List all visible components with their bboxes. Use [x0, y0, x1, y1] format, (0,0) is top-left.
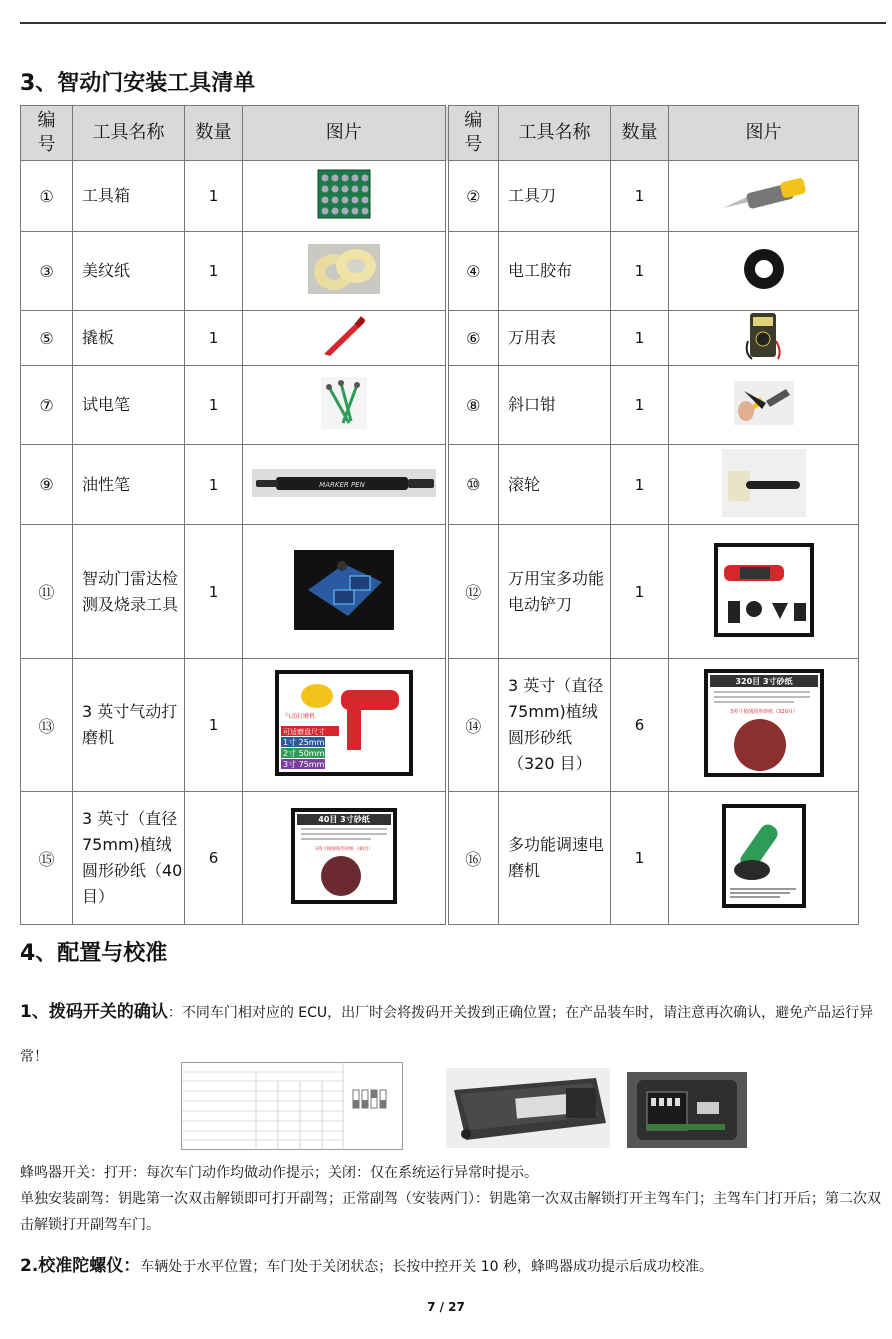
- tool-number: ⑥: [447, 311, 499, 366]
- tool-picture: [243, 659, 447, 792]
- sandpaper-40-icon: [291, 808, 397, 904]
- tool-quantity: 1: [185, 445, 243, 525]
- ecu-module-image: [446, 1068, 610, 1148]
- masking-tape-icon: [308, 244, 380, 294]
- header-cell: 数量: [611, 106, 669, 161]
- air-sander-size-3: 3寸 75mm: [282, 760, 325, 769]
- sandpaper-320-subtitle: 3英寸植绒圆形砂纸（320目）: [729, 709, 798, 715]
- marker-label: MARKER PEN: [318, 480, 365, 489]
- tool-picture: [669, 525, 859, 659]
- tool-number: ⑮: [21, 792, 73, 925]
- header-cell: 工具名称: [73, 106, 185, 161]
- page-number: 7 / 27: [427, 1300, 465, 1314]
- tool-name: 工具箱: [73, 161, 185, 232]
- air-sander-size-title: 可适磨盘尺寸: [282, 728, 325, 736]
- tool-number: ⑨: [21, 445, 73, 525]
- tool-picture: [669, 659, 859, 792]
- tool-name: 3 英寸（直径 75mm)植绒圆形砂纸（40 目）: [73, 792, 185, 925]
- table-row: [21, 525, 859, 659]
- tool-name: 撬板: [73, 311, 185, 366]
- tool-number: ⑪: [21, 525, 73, 659]
- tool-name: 美纹纸: [73, 232, 185, 311]
- tool-picture: [243, 311, 447, 366]
- toolbox-icon: [316, 166, 372, 222]
- electrical-tape-icon: [742, 247, 786, 291]
- tool-number: ③: [21, 232, 73, 311]
- header-cell: 图片: [669, 106, 859, 161]
- test-pen-icon: [321, 377, 367, 429]
- tool-name: 智动门雷达检测及烧录工具: [73, 525, 185, 659]
- tool-name: 万用表: [499, 311, 611, 366]
- tool-name: 多功能调速电磨机: [499, 792, 611, 925]
- header-cell: 图片: [243, 106, 447, 161]
- table-row: [21, 161, 859, 232]
- section4-title: 4、配置与校准: [20, 941, 168, 966]
- sandpaper-320-icon: [704, 669, 824, 777]
- dip-switch-closeup-image: [627, 1072, 747, 1148]
- tool-quantity: 1: [185, 659, 243, 792]
- tool-picture: [243, 792, 447, 925]
- header-cell: 工具名称: [499, 106, 611, 161]
- sandpaper-320-title: 320目 3寸砂纸: [734, 677, 793, 686]
- sandpaper-40-subtitle: 3英寸植绒圆形砂纸（40目）: [314, 847, 373, 852]
- tool-picture: [669, 366, 859, 445]
- tool-number: ⑧: [447, 366, 499, 445]
- top-rule: [20, 22, 886, 24]
- tool-quantity: 1: [611, 792, 669, 925]
- tool-name: 试电笔: [73, 366, 185, 445]
- pliers-icon: [734, 381, 794, 425]
- tool-number: ⑯: [447, 792, 499, 925]
- tool-quantity: 1: [611, 161, 669, 232]
- dip-switch-table-image: [181, 1062, 403, 1150]
- sandpaper-40-title: 40目 3寸砂纸: [318, 815, 370, 824]
- tool-picture: [243, 232, 447, 311]
- tool-name: 3 英寸气动打磨机: [73, 659, 185, 792]
- tool-picture: [669, 232, 859, 311]
- tool-name: 滚轮: [499, 445, 611, 525]
- tool-quantity: 6: [185, 792, 243, 925]
- tool-quantity: 6: [611, 659, 669, 792]
- buzzer-paragraph: 蜂鸣器开关：打开：每次车门动作均做动作提示；关闭：仅在系统运行异常时提示。: [20, 1165, 538, 1181]
- marker-icon: [252, 469, 436, 497]
- tool-number: ④: [447, 232, 499, 311]
- air-sander-icon: [275, 670, 413, 776]
- tool-picture: [243, 161, 447, 232]
- air-sander-label: 气动打磨机: [284, 713, 315, 720]
- tool-name: 电工胶布: [499, 232, 611, 311]
- gyro-heading: 2.校准陀螺仪：: [20, 1256, 141, 1276]
- multitool-icon: [714, 543, 814, 637]
- utility-knife-icon: [719, 174, 809, 214]
- rotary-tool-icon: [722, 804, 806, 908]
- tool-name: 万用宝多功能电动铲刀: [499, 525, 611, 659]
- tool-name: 3 英寸（直径 75mm)植绒圆形砂纸（320 目）: [499, 659, 611, 792]
- radar-board-icon: [294, 550, 394, 630]
- tool-picture: [243, 366, 447, 445]
- tool-picture: [669, 161, 859, 232]
- header-cell: 编号: [21, 106, 73, 161]
- table-row: [21, 366, 859, 445]
- tool-quantity: 1: [185, 232, 243, 311]
- tool-number: ②: [447, 161, 499, 232]
- tool-name: 斜口钳: [499, 366, 611, 445]
- tool-picture: [243, 525, 447, 659]
- dip-switch-text: ：不同车门相对应的 ECU，出厂时会将拨码开关拨到正确位置；在产品装车时，请注意再次确认，避免产品运行异常！: [20, 1005, 874, 1065]
- table-row: [21, 445, 859, 525]
- roller-icon: [722, 449, 806, 517]
- tool-picture: [669, 445, 859, 525]
- tool-picture: [669, 311, 859, 366]
- tool-number: ⑩: [447, 445, 499, 525]
- gyro-paragraph: [20, 1255, 886, 1278]
- tool-number: ⑬: [21, 659, 73, 792]
- tool-name: 工具刀: [499, 161, 611, 232]
- dip-switch-paragraph: [20, 990, 886, 1079]
- pry-tool-icon: [321, 314, 367, 358]
- tool-quantity: 1: [611, 232, 669, 311]
- header-cell: 编号: [447, 106, 499, 161]
- tool-number: ⑭: [447, 659, 499, 792]
- table-row: [21, 792, 859, 925]
- tools-table: [20, 105, 859, 925]
- tool-picture: [669, 792, 859, 925]
- tool-name: 油性笔: [73, 445, 185, 525]
- table-row: [21, 311, 859, 366]
- tool-number: ⑤: [21, 311, 73, 366]
- tool-quantity: 1: [611, 311, 669, 366]
- table-row: [21, 659, 859, 792]
- section3-title: 3、智动门安装工具清单: [20, 71, 256, 96]
- tool-quantity: 1: [185, 525, 243, 659]
- tool-quantity: 1: [185, 311, 243, 366]
- tool-quantity: 1: [611, 525, 669, 659]
- multimeter-icon: [744, 311, 784, 361]
- table-header-row: [21, 106, 859, 161]
- tool-quantity: 1: [611, 366, 669, 445]
- dip-switch-heading: 1、拨码开关的确认: [20, 1002, 168, 1022]
- tool-quantity: 1: [611, 445, 669, 525]
- tool-number: ⑦: [21, 366, 73, 445]
- table-row: [21, 232, 859, 311]
- tool-quantity: 1: [185, 366, 243, 445]
- air-sander-size-2: 2寸 50mm: [282, 749, 325, 758]
- air-sander-size-1: 1寸 25mm: [282, 738, 325, 747]
- header-cell: 数量: [185, 106, 243, 161]
- tool-quantity: 1: [185, 161, 243, 232]
- tool-picture: [243, 445, 447, 525]
- gyro-text: 车辆处于水平位置；车门处于关闭状态；长按中控开关 10 秒，蜂鸣器成功提示后成功校准。: [140, 1259, 714, 1275]
- passenger-paragraph: 单独安装副驾：钥匙第一次双击解锁即可打开副驾；正常副驾（安装两门）：钥匙第一次双击解锁打开主驾车门；主驾车门打开后；第二次双击解锁打开副驾车门。: [20, 1191, 881, 1233]
- tool-number: ⑫: [447, 525, 499, 659]
- tool-number: ①: [21, 161, 73, 232]
